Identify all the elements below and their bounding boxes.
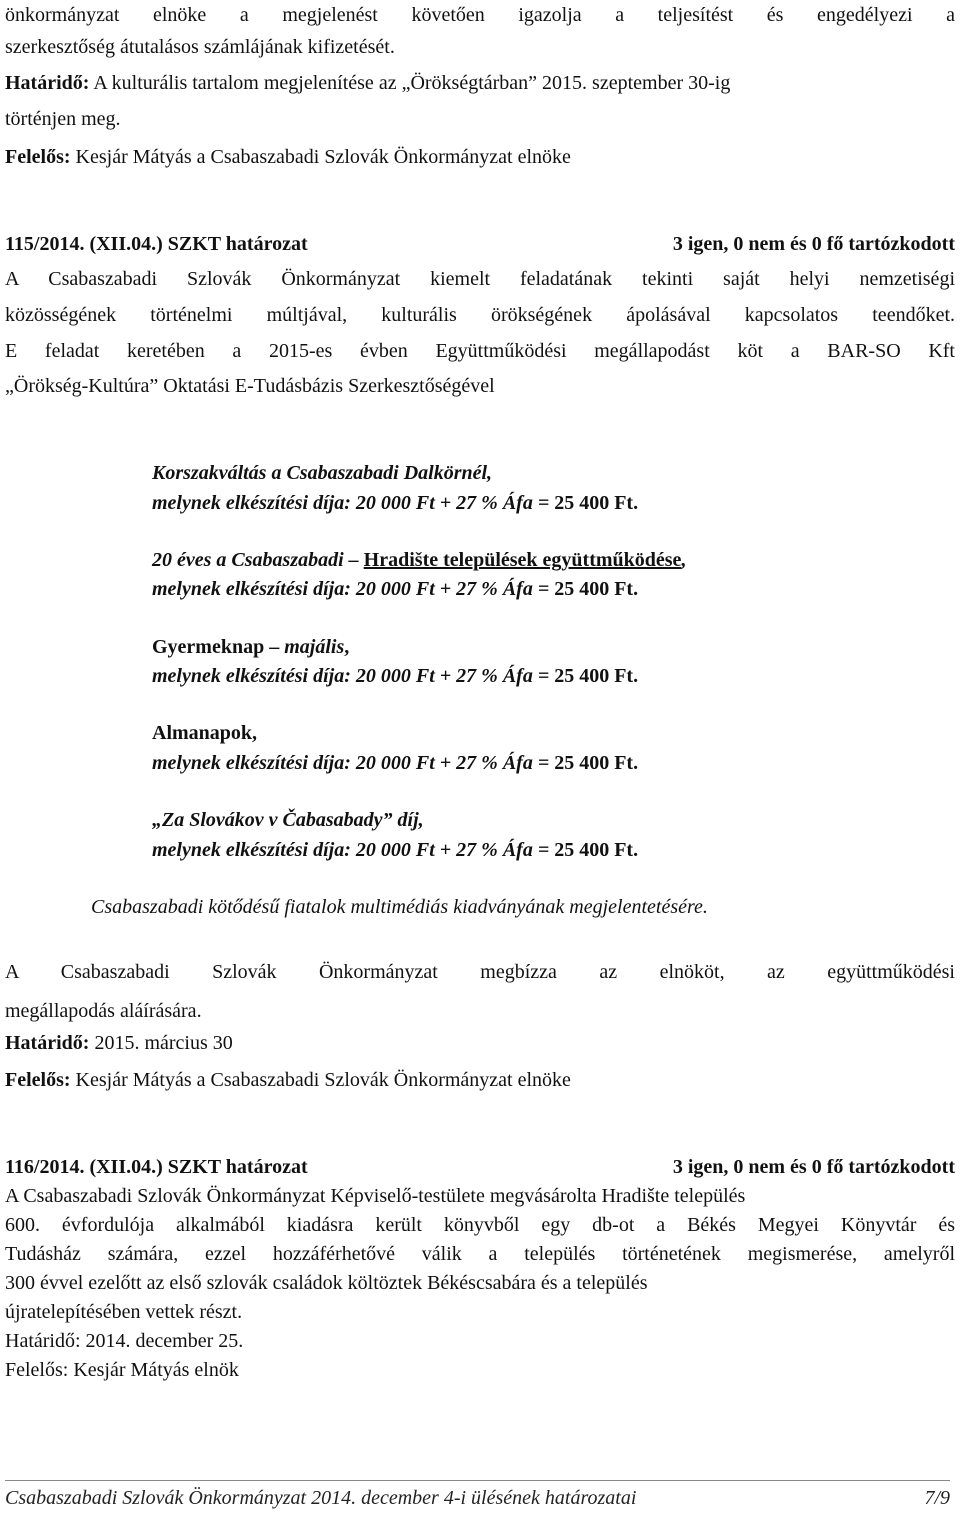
item-5-fee: melynek elkészítési díja: 20 000 Ft + 27 % Áfa = 25 400 Ft. bbox=[152, 839, 639, 861]
res116-vote: 3 igen, 0 nem és 0 fő tartózkodott bbox=[672, 1156, 955, 1178]
footer-text: Csabaszabadi Szlovák Önkormányzat 2014. december 4-i ülésének határozatai bbox=[5, 1487, 637, 1509]
item-5-title: „Za Slovákov v Čabasabady” díj, bbox=[152, 809, 424, 831]
res115-responsible: Felelős: Kesjár Mátyás a Csabaszabadi Szlovák Önkormányzat elnöke bbox=[5, 1069, 571, 1091]
res116-title: 116/2014. (XII.04.) SZKT határozat bbox=[5, 1156, 308, 1178]
res116-para-line-2: 600. évfordulója alkalmából kiadásra került könyvből egy db-ot a Békés Megyei Könyvtár és bbox=[5, 1214, 955, 1236]
res115-mandate-line-2: megállapodás aláírására. bbox=[5, 1000, 202, 1022]
item-3-title: Gyermeknap – majális, bbox=[152, 636, 350, 658]
responsible-label: Felelős: bbox=[5, 146, 71, 168]
res115-title: 115/2014. (XII.04.) SZKT határozat bbox=[5, 233, 308, 255]
res116-para-line-1: A Csabaszabadi Szlovák Önkormányzat Képviselő-testülete megvásárolta Hradište település bbox=[5, 1185, 746, 1207]
item-2-title: 20 éves a Csabaszabadi – Hradište települések együttműködése, bbox=[152, 549, 687, 571]
responsible-text: Kesjár Mátyás a Csabaszabadi Szlovák Önkormányzat elnöke bbox=[70, 146, 571, 168]
res115-para-line-2: közösségének történelmi múltjával, kulturális örökségének ápolásával kapcsolatos teendőket. bbox=[5, 304, 955, 326]
page-footer bbox=[5, 1485, 950, 1511]
res116-heading bbox=[5, 1154, 955, 1180]
item-2-fee: melynek elkészítési díja: 20 000 Ft + 27 % Áfa = 25 400 Ft. bbox=[152, 578, 639, 600]
res115-para-line-1: A Csabaszabadi Szlovák Önkormányzat kiemelt feladatának tekinti saját helyi nemzetiségi bbox=[5, 268, 955, 290]
res115-deadline: Határidő: 2015. március 30 bbox=[5, 1032, 233, 1054]
res115-para-line-3: E feladat keretében a 2015-es évben Együttműködési megállapodást köt a BAR-SO Kft bbox=[5, 340, 955, 362]
item-1-title: Korszakváltás a Csabaszabadi Dalkörnél, bbox=[152, 462, 493, 484]
res115-heading bbox=[5, 231, 955, 257]
res115-vote: 3 igen, 0 nem és 0 fő tartózkodott bbox=[672, 233, 955, 255]
top-deadline bbox=[5, 70, 955, 96]
res116-para-line-5: újratelepítésében vettek részt. bbox=[5, 1301, 243, 1323]
item-1-fee: melynek elkészítési díja: 20 000 Ft + 27 % Áfa = 25 400 Ft. bbox=[152, 492, 639, 514]
res116-para-line-4: 300 évvel ezelőtt az első szlovák családok költöztek Békéscsabára és a település bbox=[5, 1272, 648, 1294]
res115-summary: Csabaszabadi kötődésű fiatalok multimédiás kiadványának megjelentetésére. bbox=[91, 896, 708, 918]
deadline-text: A kulturális tartalom megjelenítése az „Örökségtárban” 2015. szeptember 30-ig bbox=[89, 72, 731, 94]
res115-mandate-line-1: A Csabaszabadi Szlovák Önkormányzat megbízza az elnököt, az együttműködési bbox=[5, 961, 955, 983]
res116-deadline: Határidő: 2014. december 25. bbox=[5, 1330, 244, 1352]
deadline-label: Határidő: bbox=[5, 72, 90, 94]
top-deadline-cont: történjen meg. bbox=[5, 108, 121, 130]
top-responsible bbox=[5, 144, 571, 170]
res115-para-line-4: „Örökség-Kultúra” Oktatási E-Tudásbázis Szerkesztőségével bbox=[5, 375, 495, 397]
item-3-fee: melynek elkészítési díja: 20 000 Ft + 27 % Áfa = 25 400 Ft. bbox=[152, 665, 639, 687]
item-4-title: Almanapok, bbox=[152, 722, 258, 744]
top-paragraph-line-2: szerkesztőség átutalásos számlájának kifizetését. bbox=[5, 36, 395, 58]
item-4-fee: melynek elkészítési díja: 20 000 Ft + 27 % Áfa = 25 400 Ft. bbox=[152, 752, 639, 774]
res116-para-line-3: Tudásház számára, ezzel hozzáférhetővé válik a település történetének megismerése, amelyről bbox=[5, 1243, 955, 1265]
res116-responsible: Felelős: Kesjár Mátyás elnök bbox=[5, 1359, 239, 1381]
top-paragraph-line-1: önkormányzat elnöke a megjelenést követően igazolja a teljesítést és engedélyezi a bbox=[5, 4, 955, 26]
page-number: 7/9 bbox=[924, 1487, 950, 1509]
footer-divider bbox=[5, 1480, 950, 1481]
